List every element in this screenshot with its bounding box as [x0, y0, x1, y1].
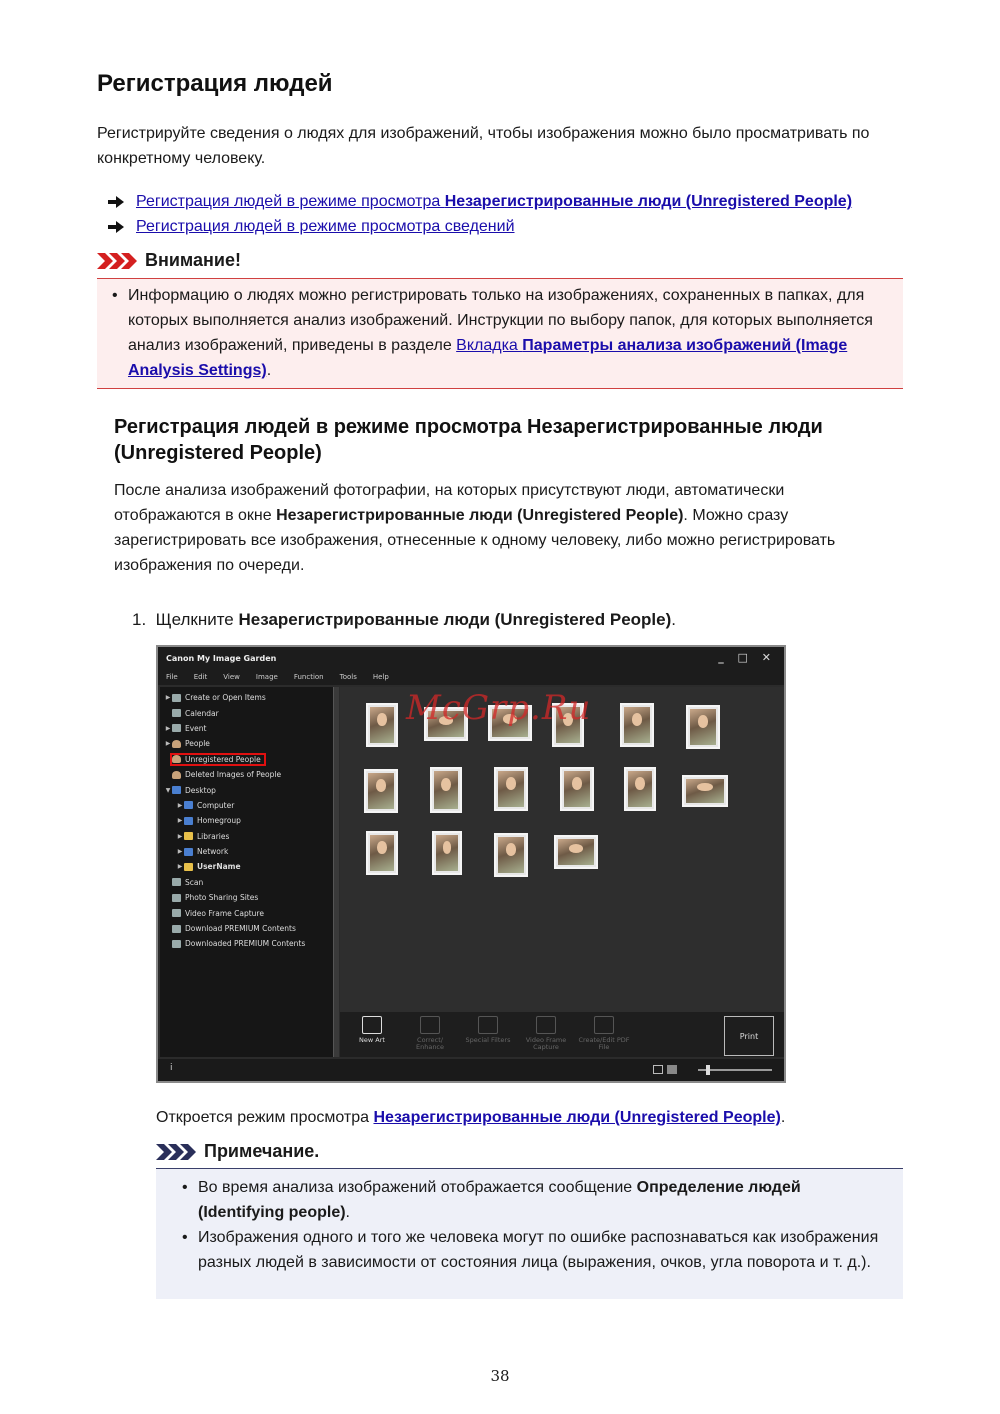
new-art-button[interactable]: New Art	[346, 1016, 398, 1044]
opens-paragraph: Откроется режим просмотра Незарегистрированные люди (Unregistered People).	[156, 1109, 786, 1126]
photo-thumbnail[interactable]	[620, 703, 654, 747]
tree-item-label: Event	[185, 723, 207, 733]
photo-thumbnail[interactable]	[366, 703, 398, 747]
photo-thumbnail[interactable]	[366, 831, 398, 875]
arrow-right-icon	[108, 196, 124, 208]
page-number: 38	[490, 1367, 510, 1385]
thumbnail-area	[340, 687, 784, 1017]
watermark: McGrp.Ru	[406, 688, 592, 728]
tree-item-label: Libraries	[197, 831, 230, 841]
tree-item-content	[172, 878, 203, 887]
tree-item[interactable]	[160, 690, 333, 705]
section-heading: Регистрация людей в режиме просмотра Незарегистрированные люди (Unregistered People)	[114, 416, 823, 464]
expand-arrow-icon[interactable]: ▶	[177, 817, 183, 825]
tree-item[interactable]	[160, 782, 333, 797]
photo-thumbnail[interactable]	[494, 767, 528, 811]
link-unregistered-people-view[interactable]: Регистрация людей в режиме просмотра Незарегистрированные люди (Unregistered People)	[136, 193, 853, 210]
special-filters-icon	[478, 1016, 498, 1034]
tree-item-label: Scan	[185, 877, 204, 887]
note-item: • Во время анализа изображений отображается сообщение Определение людей (Identifying people).	[182, 1175, 882, 1225]
tree-item-content	[184, 847, 228, 856]
tree-item-content	[170, 753, 266, 766]
tree-item-label: Video Frame Capture	[185, 908, 264, 918]
tree-item-content	[172, 924, 296, 933]
folder-icon	[172, 709, 181, 717]
pdf-icon	[594, 1016, 614, 1034]
correct-enhance-button[interactable]: Correct/ Enhance	[404, 1016, 456, 1051]
menu-tools[interactable]: Tools	[339, 673, 357, 681]
tree-item-label: Computer	[197, 800, 235, 810]
tree-item-label: Network	[197, 847, 229, 857]
link-list	[108, 189, 852, 239]
folder-icon	[172, 909, 181, 917]
link-unregistered-people[interactable]: Незарегистрированные люди (Unregistered People)	[373, 1109, 781, 1126]
folder-icon	[184, 832, 193, 840]
folder-icon	[184, 863, 193, 871]
folder-icon	[172, 786, 181, 794]
tree-item[interactable]	[160, 859, 333, 874]
tree-item-content	[172, 693, 266, 702]
sidebar-scrollbar[interactable]	[334, 687, 339, 1057]
photo-thumbnail[interactable]	[494, 833, 528, 877]
photo-thumbnail[interactable]	[364, 769, 398, 813]
view-mode-icon[interactable]	[653, 1065, 663, 1074]
view-mode-alt-icon[interactable]	[667, 1065, 677, 1074]
folder-icon	[172, 894, 181, 902]
folder-icon	[172, 694, 181, 702]
link-details-view[interactable]: Регистрация людей в режиме просмотра сведений	[136, 218, 515, 235]
menu-help[interactable]: Help	[372, 673, 389, 681]
folder-icon	[172, 940, 181, 948]
tree-item-label: Create or Open Items	[185, 693, 266, 703]
tree-item-label: Homegroup	[197, 816, 241, 826]
tree-item[interactable]	[160, 736, 333, 751]
tree-item-label: UserName	[197, 862, 241, 872]
link-row	[108, 214, 852, 239]
tree-item[interactable]	[160, 890, 333, 905]
tree-item-content	[172, 739, 210, 748]
tree-item-label: Downloaded PREMIUM Contents	[185, 939, 306, 949]
info-icon[interactable]: i	[170, 1063, 173, 1073]
tree-item-label: Calendar	[185, 708, 219, 718]
expand-arrow-icon[interactable]: ▶	[177, 832, 183, 840]
folder-icon	[172, 771, 181, 779]
tree-item[interactable]	[160, 813, 333, 828]
folder-icon	[184, 817, 193, 825]
tree-item[interactable]	[160, 921, 333, 936]
tree-item[interactable]	[160, 767, 333, 782]
tree-item-content	[184, 862, 241, 871]
tree-item-content	[172, 770, 281, 779]
folder-icon	[172, 878, 181, 886]
menu-bar	[158, 669, 784, 685]
link-row	[108, 189, 852, 214]
photo-thumbnail[interactable]	[624, 767, 656, 811]
folder-icon	[184, 801, 193, 809]
tree-item-content	[184, 801, 234, 810]
link-image-analysis-settings[interactable]: Вкладка Параметры анализа изображений (Image Analysis Settings)	[128, 337, 848, 379]
zoom-slider[interactable]	[698, 1069, 772, 1071]
tree-item-content	[184, 816, 241, 825]
photo-thumbnail[interactable]	[560, 767, 594, 811]
tree-item[interactable]	[160, 905, 333, 920]
note-item: • Изображения одного и того же человека могут по ошибке распознаваться как изображения разных людей в зависимости от состояния лица (выражения, очков, угла поворота и т. д.).	[182, 1225, 882, 1275]
folder-icon	[172, 925, 181, 933]
photo-thumbnail[interactable]	[432, 831, 462, 875]
tree-item-label: People	[185, 739, 210, 749]
tree-item-content	[172, 909, 264, 918]
caution-heading	[97, 250, 241, 271]
expand-arrow-icon[interactable]: ▶	[165, 740, 171, 748]
arrow-right-icon	[108, 221, 124, 233]
tree-item[interactable]	[160, 875, 333, 890]
tree-item-content	[172, 939, 305, 948]
correct-enhance-icon	[420, 1016, 440, 1034]
video-frame-icon	[536, 1016, 556, 1034]
intro-paragraph: Регистрируйте сведения о людях для изображений, чтобы изображения можно было просматривать по конкретному человеку.	[97, 125, 870, 167]
print-button[interactable]: Print	[724, 1016, 774, 1056]
note-heading	[156, 1141, 319, 1162]
photo-thumbnail[interactable]	[430, 767, 462, 813]
expand-arrow-icon[interactable]: ▼	[165, 786, 171, 794]
expand-arrow-icon[interactable]: ▶	[165, 724, 171, 732]
folder-icon	[172, 755, 181, 763]
tree-item-content	[172, 786, 216, 795]
window-title: Canon My Image Garden	[166, 653, 277, 663]
video-frame-capture-button[interactable]: Video Frame Capture	[520, 1016, 572, 1051]
tree-item[interactable]	[160, 844, 333, 859]
window-titlebar	[158, 647, 784, 669]
section-paragraph: После анализа изображений фотографии, на которых присутствуют люди, автоматически отображаются в окне Незарегистрированные люди (Unregistered People). Можно сразу зарегистрировать все изображения, отнесенные к одному человеку, либо можно регистрировать изображения по очереди.	[114, 482, 836, 574]
folder-icon	[172, 724, 181, 732]
window-controls[interactable]: _ □ ✕	[718, 651, 776, 664]
status-bar	[158, 1059, 786, 1081]
bottom-toolbar	[340, 1012, 784, 1057]
caution-label: Внимание!	[145, 250, 241, 270]
expand-arrow-icon[interactable]: ▶	[177, 801, 183, 809]
photo-thumbnail[interactable]	[554, 835, 598, 869]
menu-edit[interactable]: Edit	[193, 673, 208, 681]
photo-thumbnail[interactable]	[682, 775, 728, 807]
tree-item-label: Desktop	[185, 785, 216, 795]
navigation-tree	[160, 687, 333, 952]
menu-image[interactable]: Image	[255, 673, 278, 681]
note-text	[182, 1175, 882, 1275]
expand-arrow-icon[interactable]: ▶	[165, 694, 171, 702]
tree-item-content	[172, 893, 258, 902]
tree-item-content	[172, 709, 219, 718]
photo-thumbnail[interactable]	[686, 705, 720, 749]
caution-chevrons-icon	[97, 253, 137, 269]
tree-item-label: Deleted Images of People	[185, 770, 282, 780]
expand-arrow-icon[interactable]: ▶	[177, 863, 183, 871]
note-label: Примечание.	[204, 1141, 320, 1161]
tree-item-label: Unregistered People	[185, 754, 261, 764]
menu-file[interactable]: File	[166, 673, 178, 681]
sidebar	[160, 687, 336, 1057]
tree-item-label: Download PREMIUM Contents	[185, 924, 296, 934]
tree-item[interactable]	[160, 752, 333, 767]
tree-item[interactable]	[160, 829, 333, 844]
folder-icon	[172, 740, 181, 748]
tree-item-content	[172, 724, 207, 733]
tree-item[interactable]	[160, 721, 333, 736]
menu-function[interactable]: Function	[293, 673, 324, 681]
caution-text	[112, 283, 882, 383]
tree-item[interactable]	[160, 705, 333, 720]
tree-item[interactable]	[160, 798, 333, 813]
note-chevrons-icon	[156, 1144, 196, 1160]
special-filters-button[interactable]: Special Filters	[462, 1016, 514, 1044]
page-title: Регистрация людей	[97, 70, 333, 97]
step-1: 1. Щелкните Незарегистрированные люди (Unregistered People).	[132, 610, 677, 629]
new-art-icon	[362, 1016, 382, 1034]
caution-item: • Информацию о людях можно регистрировать только на изображениях, сохраненных в папках, для которых выполняется анализ изображений. Инструкции по выбору папок, для которых выполняется анализ изображений, приведены в разделе Вкладка Параметры анализа изображений (Image Analysis Settings).	[112, 283, 882, 383]
expand-arrow-icon[interactable]: ▶	[177, 848, 183, 856]
tree-item-content	[184, 832, 229, 841]
tree-item-label: Photo Sharing Sites	[185, 893, 259, 903]
tree-item[interactable]	[160, 936, 333, 951]
create-edit-pdf-button[interactable]: Create/Edit PDF File	[578, 1016, 630, 1051]
menu-view[interactable]: View	[223, 673, 240, 681]
folder-icon	[184, 848, 193, 856]
